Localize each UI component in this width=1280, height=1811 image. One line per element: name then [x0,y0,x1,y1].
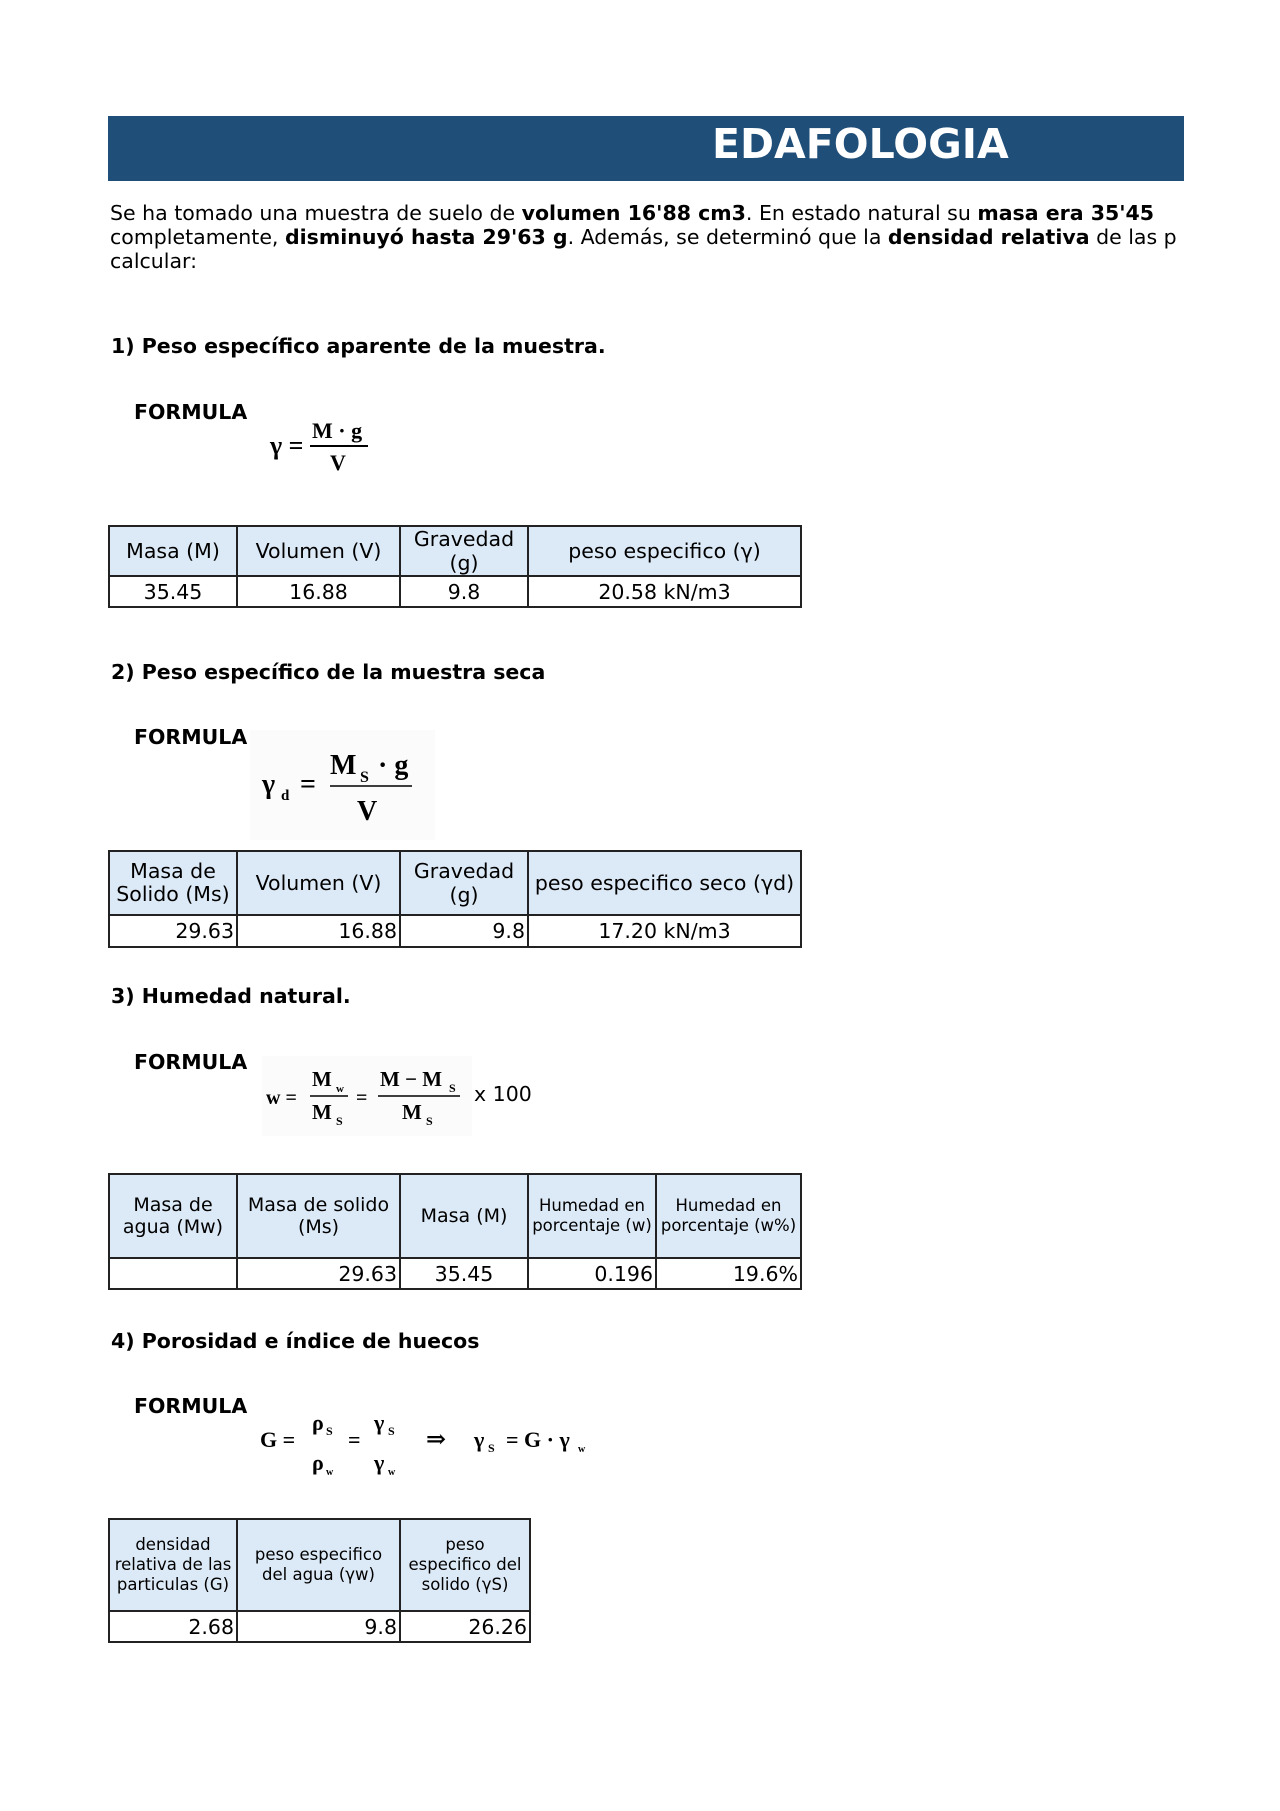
formula-multiplier: x 100 [474,1082,532,1106]
header-cell: peso especifico del solido (γS) [400,1519,530,1611]
svg-text:M · g: M · g [312,418,363,443]
title-banner [108,116,1184,181]
formula-label-3: FORMULA [134,1050,248,1074]
table-unit-weight [108,525,802,608]
header-cell: peso especifico seco (γd) [528,851,801,915]
svg-text:γ: γ [474,1427,485,1452]
svg-text:γ: γ [262,769,276,800]
svg-text:S: S [449,1081,456,1095]
svg-text:S: S [326,1424,333,1438]
header-cell: Humedad en porcentaje (w%) [656,1174,801,1258]
problem-line-3: calcular: [110,249,198,273]
svg-text:=: = [300,769,316,800]
svg-text:=: = [356,1087,368,1109]
header-cell: Humedad en porcentaje (w) [528,1174,656,1258]
svg-text:d: d [281,788,290,804]
header-cell: Gravedad (g) [400,526,528,576]
header-cell: peso especifico (γ) [528,526,801,576]
header-cell: Volumen (V) [237,851,400,915]
svg-text:=: = [348,1427,361,1452]
problem-line-1: Se ha tomado una muestra de suelo de volumen 16'88 cm3. En estado natural su masa era 35'45 [110,201,1155,225]
table-dry-unit-weight [108,850,802,948]
svg-text:M: M [312,1067,332,1091]
svg-text:G =: G = [260,1427,296,1452]
page-title: EDAFOLOGIA [712,120,1009,168]
svg-text:· g: · g [378,750,409,781]
header-cell: Masa (M) [400,1174,528,1258]
header-cell: Masa de solido (Ms) [237,1174,400,1258]
table-moisture [108,1173,802,1290]
value-cell: 29.63 [237,1258,400,1289]
value-cell: 2.68 [109,1611,237,1642]
value-cell: 35.45 [400,1258,528,1289]
value-cell: 16.88 [237,915,400,947]
formula-label-1: FORMULA [134,400,248,424]
problem-statement [110,201,1177,279]
header-cell: densidad relativa de las particulas (G) [109,1519,237,1611]
section-3-title: 3) Humedad natural. [111,984,351,1008]
svg-text:S: S [388,1424,395,1438]
value-cell: 26.26 [400,1611,530,1642]
header-cell: peso especifico del agua (γw) [237,1519,400,1611]
header-cell: Masa de agua (Mw) [109,1174,237,1258]
problem-line-2: completamente, disminuyó hasta 29'63 g. Además, se determinó que la densidad relativa de las p [110,225,1177,249]
svg-text:ρ: ρ [312,1450,324,1475]
formula-moisture [262,1056,472,1136]
header-cell: Gravedad (g) [400,851,528,915]
svg-text:V: V [357,796,378,827]
value-cell: 9.8 [400,576,528,607]
value-cell: 35.45 [109,576,237,607]
svg-text:ρ: ρ [312,1410,324,1435]
formula-dry-unit-weight [250,730,435,840]
svg-text:M − M: M − M [380,1067,443,1091]
header-cell: Volumen (V) [237,526,400,576]
header-cell: Masa (M) [109,526,237,576]
value-cell [109,1258,237,1289]
value-cell: 20.58 kN/m3 [528,576,801,607]
header-cell: Masa de Solido (Ms) [109,851,237,915]
table-specific-gravity [108,1518,531,1643]
formula-unit-weight [268,414,378,478]
formula-label-4: FORMULA [134,1394,248,1418]
section-2-title: 2) Peso específico de la muestra seca [111,660,546,684]
svg-text:V: V [330,450,346,475]
svg-text:S: S [360,769,369,786]
svg-text:w: w [326,1467,334,1478]
value-cell: 19.6% [656,1258,801,1289]
svg-text:w: w [578,1444,586,1455]
svg-text:γ: γ [374,1450,385,1475]
svg-text:M: M [402,1100,422,1124]
svg-text:w =: w = [266,1087,297,1109]
svg-text:⇒: ⇒ [426,1427,447,1453]
value-cell: 9.8 [237,1611,400,1642]
formula-label-2: FORMULA [134,725,248,749]
svg-text:w: w [336,1083,344,1095]
value-cell: 9.8 [400,915,528,947]
formula-specific-gravity [256,1402,596,1482]
svg-text:S: S [488,1441,495,1455]
svg-text:w: w [388,1467,396,1478]
svg-text:= G · γ: = G · γ [506,1427,570,1452]
section-4-title: 4) Porosidad e índice de huecos [111,1329,480,1353]
value-cell: 17.20 kN/m3 [528,915,801,947]
svg-text:γ: γ [374,1410,385,1435]
section-1-title: 1) Peso específico aparente de la muestra. [111,334,606,358]
value-cell: 0.196 [528,1258,656,1289]
svg-text:γ =: γ = [270,431,304,460]
value-cell: 16.88 [237,576,400,607]
svg-text:M: M [330,750,357,781]
svg-text:M: M [312,1100,332,1124]
svg-text:S: S [336,1114,343,1128]
value-cell: 29.63 [109,915,237,947]
svg-text:S: S [426,1114,433,1128]
